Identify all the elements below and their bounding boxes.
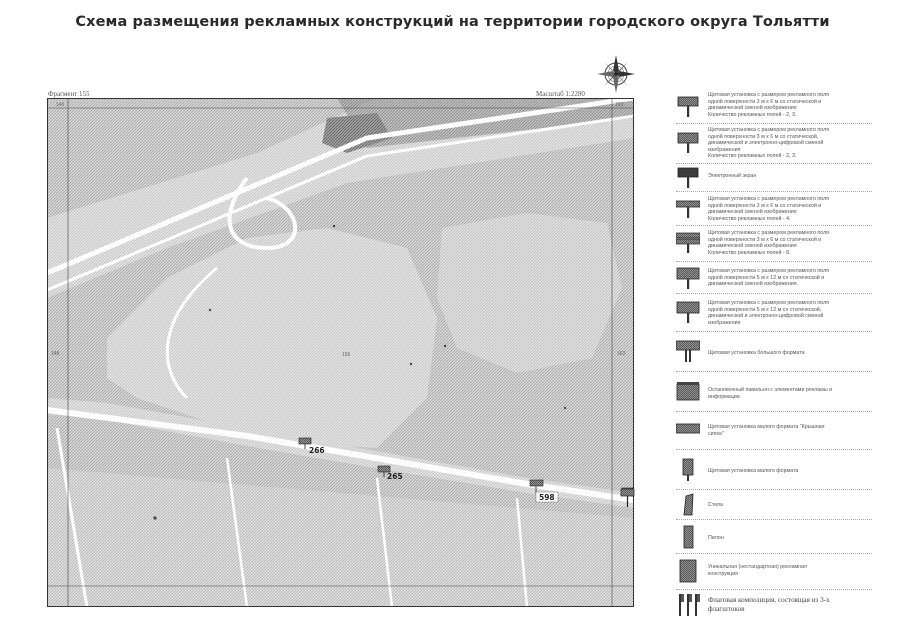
small-format-billboard-icon <box>676 458 700 482</box>
site-label: 598 <box>539 493 555 502</box>
edge-number: 146 <box>56 102 65 108</box>
legend-item: Щитовая установка с размером рекламного поля одной поверхности 5 м х 12 м со статической, динамической и электронно-цифровой сменой изображения <box>676 294 872 332</box>
billboard-3x6-static-dynamic-icon <box>676 94 700 118</box>
legend-item: Флаговая композиция, состоящая из 3-х флагштоков <box>676 590 872 620</box>
legend-item: Пилон <box>676 520 872 554</box>
legend-item: Электронный экран <box>676 164 872 192</box>
billboard-3x6-electronic-icon <box>676 130 700 154</box>
large-format-billboard-icon <box>676 339 700 363</box>
edge-number: 155 <box>342 352 351 358</box>
edge-number: 163 <box>615 102 624 108</box>
park-zone <box>437 213 622 373</box>
page-title: Схема размещения рекламных конструкций на территории городского округа Тольятти <box>75 14 830 30</box>
pylon-icon <box>676 525 700 549</box>
unique-structure-icon <box>676 559 700 583</box>
small-format-bridge-icon <box>676 418 700 442</box>
legend-item: Уникальная (нестандартная) рекламная конструкция <box>676 554 872 590</box>
stela-icon <box>676 493 700 517</box>
scale-label: Масштаб 1:2280 <box>536 90 585 98</box>
legend-item: Щитовая установка с размером рекламного поля одной поверхности 3 м х 6 м со статической и динамической сменой изображения Количество рекламных полей - 8. <box>676 226 872 262</box>
stop-pavilion-icon <box>676 380 700 404</box>
legend-item: Щитовая установка с размером рекламного поля одной поверхности 3 м х 6 м со статической, динамической и электронно-цифровой сменой изображения Количество рекламных полей - 2, 3. <box>676 124 872 164</box>
electronic-screen-icon <box>676 166 700 190</box>
legend-item: Щитовая установка с размером рекламного поля одной поверхности 3 м х 6 м со статической и динамической сменой изображения Количество рекламных полей - 4. <box>676 192 872 226</box>
site-label: 266 <box>309 446 325 455</box>
site-label: 265 <box>387 472 403 481</box>
flag-composition-icon <box>676 593 700 617</box>
legend-item: Щитовая установка малого формата <box>676 450 872 490</box>
legend-item: Щитовая установка с размером рекламного поля одной поверхности 5 м х 12 м со статической и динамической сменой изображения. <box>676 262 872 294</box>
map-fragment[interactable] <box>47 98 634 607</box>
compass-rose-icon <box>596 54 636 94</box>
legend-item: Щитовая установка большого формата <box>676 332 872 372</box>
legend-item: Щитовая установка малого формата "Крышная сипка" <box>676 412 872 450</box>
legend-item: Щитовая установка с размером рекламного поля одной поверхности 3 м х 6 м со статической и динамической сменой изображения Количество рекламных полей - 2, 3. <box>676 88 872 124</box>
billboard-5x12-electronic-icon <box>676 300 700 324</box>
offmap-billboard-icon <box>620 488 636 508</box>
fragment-label: Фрагмент 155 <box>48 90 90 98</box>
billboard-5x12-static-dynamic-icon <box>676 266 700 290</box>
edge-number: 163 <box>617 351 626 357</box>
edge-number: 148 <box>51 351 60 357</box>
billboard-3x6-eight-fields-icon <box>676 231 700 255</box>
legend-item: Стела <box>676 490 872 520</box>
legend-item: Остановочный павильон с элементами рекламы и информации <box>676 372 872 412</box>
billboard-3x6-four-fields-icon <box>676 197 700 221</box>
